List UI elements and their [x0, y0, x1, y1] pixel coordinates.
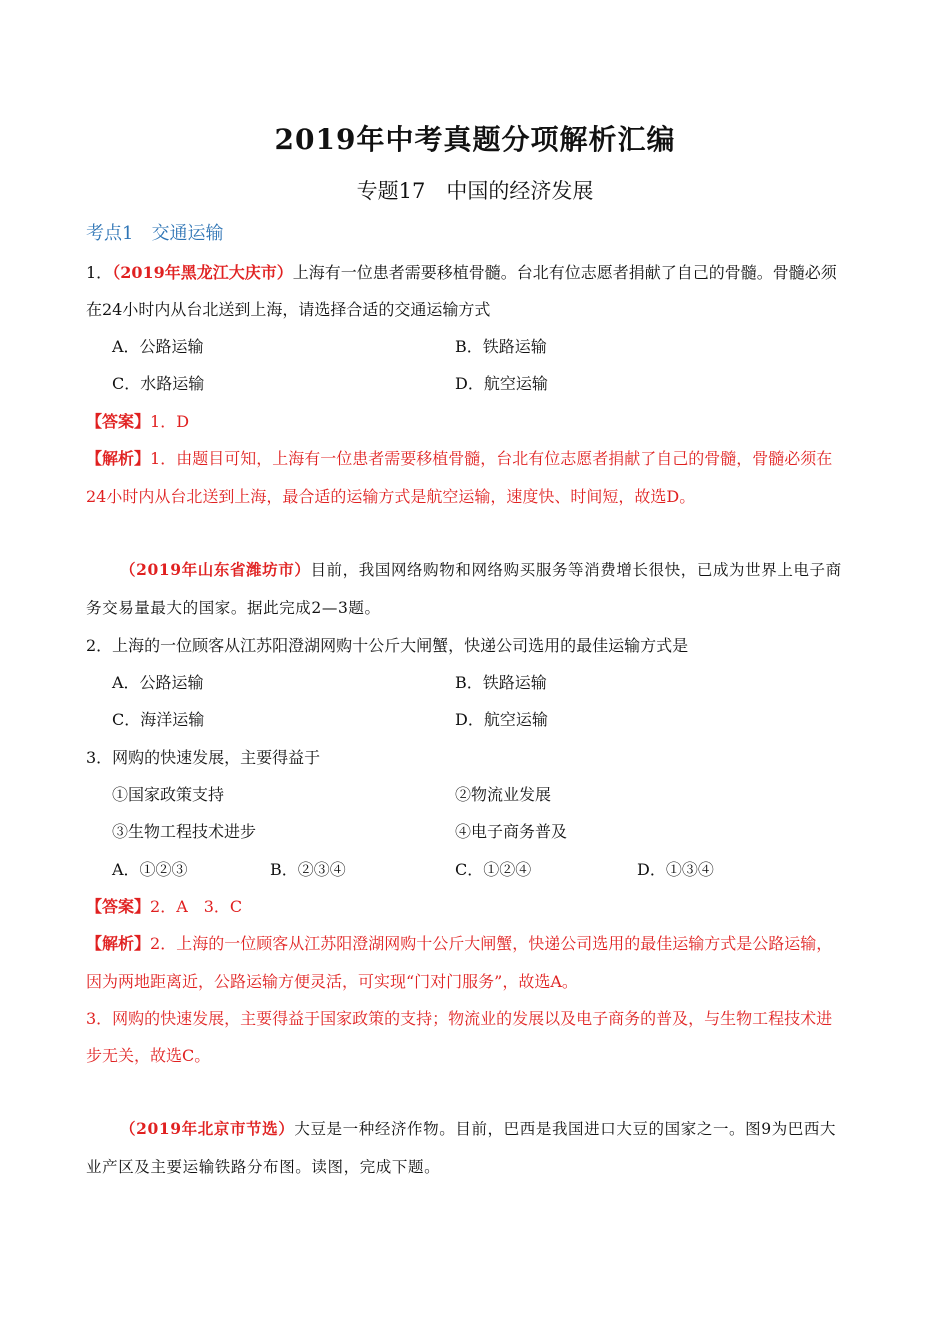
- q1-option-a: A．公路运输: [112, 337, 204, 356]
- q1-stem-line-1: [86, 260, 837, 283]
- answer-tag: 【答案】: [86, 412, 151, 431]
- q1-answer: [86, 409, 189, 432]
- q2-stem: 2．上海的一位顾客从江苏阳澄湖网购十公斤大闸蟹，快递公司选用的最佳运输方式是: [86, 636, 689, 655]
- analysis-tag: 【解析】: [86, 934, 151, 953]
- q1-analysis-line-2: 24小时内从台北送到上海，最合适的运输方式是航空运输，速度快、时间短，故选D。: [86, 487, 696, 506]
- q3-option-a: A．①②③: [112, 860, 188, 879]
- q1-source: （2019年黑龙江大庆市）: [112, 263, 293, 282]
- q2-option-c: C．海洋运输: [112, 710, 205, 729]
- analysis-text: 1．由题目可知，上海有一位患者需要移植骨髓，台北有位志愿者捐献了自己的骨髓，骨髓必须在: [150, 449, 833, 468]
- group2-analysis-line-1: [86, 931, 832, 954]
- q1-number: 1．: [86, 263, 113, 282]
- q1-analysis-line-1: [86, 446, 832, 469]
- q3-item-4: ④电子商务普及: [455, 822, 568, 841]
- group3-intro-line-2: 业产区及主要运输铁路分布图。读图，完成下题。: [86, 1158, 441, 1176]
- q3-option-d: D．①③④: [637, 860, 714, 879]
- group2-source: （2019年山东省潍坊市）: [120, 560, 311, 579]
- q1-stem-1: 上海有一位患者需要移植骨髓。台北有位志愿者捐献了自己的骨髓。骨髓必须: [292, 263, 837, 282]
- group2-intro-1: 目前，我国网络购物和网络购买服务等消费增长很快，已成为世界上电子商: [310, 561, 842, 579]
- q3-stem: 3．网购的快速发展，主要得益于: [86, 748, 321, 767]
- answer-text: 1．D: [150, 412, 190, 431]
- q3-option-c: C．①②④: [455, 860, 532, 879]
- answer-text: 2．A 3．C: [150, 897, 243, 916]
- q3-item-1: ①国家政策支持: [112, 785, 225, 804]
- q2-option-a: A．公路运输: [112, 673, 204, 692]
- group2-analysis-line-3: 3．网购的快速发展，主要得益于国家政策的支持；物流业的发展以及电子商务的普及，与生物工程技术进: [86, 1009, 833, 1028]
- group3-intro-1: 大豆是一种经济作物。目前，巴西是我国进口大豆的国家之一。图9为巴西大: [294, 1120, 837, 1138]
- group3-source: （2019年北京市节选）: [120, 1119, 295, 1138]
- page-subtitle: 专题17 中国的经济发展: [356, 179, 594, 203]
- q1-option-c: C．水路运输: [112, 374, 205, 393]
- q2-option-d: D．航空运输: [455, 710, 548, 729]
- group2-answer: [86, 894, 242, 917]
- analysis-text: 2．上海的一位顾客从江苏阳澄湖网购十公斤大闸蟹，快递公司选用的最佳运输方式是公路运输，: [150, 934, 833, 953]
- q1-stem-line-2: 在24小时内从台北送到上海，请选择合适的交通运输方式: [86, 300, 491, 319]
- group2-intro-line-2: 务交易量最大的国家。据此完成2—3题。: [86, 599, 381, 617]
- group2-analysis-line-2: 因为两地距离近，公路运输方便灵活，可实现“门对门服务”，故选A。: [86, 972, 578, 991]
- q2-option-b: B．铁路运输: [455, 673, 547, 692]
- q3-option-b: B．②③④: [270, 860, 346, 879]
- analysis-tag: 【解析】: [86, 449, 151, 468]
- q1-option-d: D．航空运输: [455, 374, 548, 393]
- page-title: 2019年中考真题分项解析汇编: [274, 123, 676, 156]
- answer-tag: 【答案】: [86, 897, 151, 916]
- group2-intro-line-1: [120, 558, 842, 580]
- q3-item-3: ③生物工程技术进步: [112, 822, 257, 841]
- q3-item-2: ②物流业发展: [455, 785, 552, 804]
- group3-intro-line-1: [120, 1117, 836, 1139]
- q1-option-b: B．铁路运输: [455, 337, 547, 356]
- group2-analysis-line-4: 步无关，故选C。: [86, 1046, 211, 1065]
- section-heading: 考点1 交通运输: [86, 223, 224, 244]
